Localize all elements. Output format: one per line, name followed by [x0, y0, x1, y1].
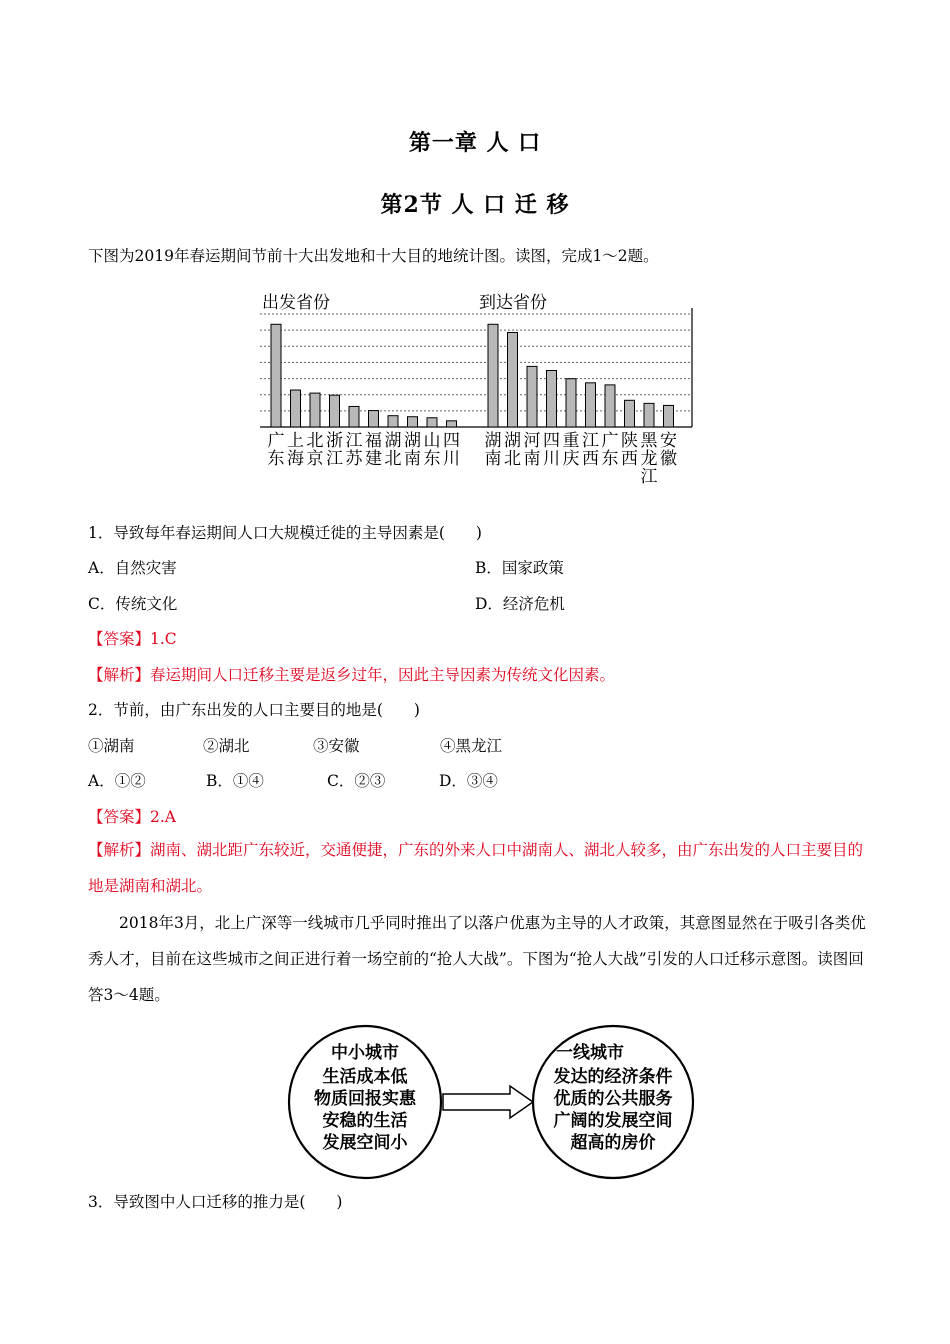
chart-category-label: 上 — [287, 431, 304, 451]
chart-category-label: 北 — [306, 431, 324, 451]
chart-category-label: 南 — [404, 449, 421, 469]
chart-category-label: 东 — [601, 449, 619, 469]
chart-category-label: 西 — [621, 449, 638, 469]
q1-answer-value: 1.C — [150, 630, 177, 648]
q2-item-2: ②湖北 — [203, 737, 250, 755]
chart-category-label: 南 — [484, 449, 502, 469]
q2-option-c: C．②③ — [327, 772, 386, 790]
chart-bar — [644, 403, 654, 427]
chart-category-label: 徽 — [660, 449, 677, 469]
chart-group-label: 出发省份 — [262, 293, 330, 313]
chart-category-label: 江 — [640, 467, 658, 487]
chart-bar — [291, 390, 301, 427]
chart-category-label: 北 — [504, 449, 521, 469]
chart-category-label: 河 — [523, 431, 541, 451]
q1-stem: 1．导致每年春运期间人口大规模迁徙的主导因素是( ) — [88, 524, 482, 542]
chart-category-label: 陕 — [621, 431, 638, 451]
chart-bar — [330, 395, 340, 427]
small-city-item: 生活成本低 — [322, 1067, 408, 1087]
chart-category-label: 湖 — [504, 431, 521, 451]
first-tier-city-item: 发达的经济条件 — [553, 1067, 673, 1087]
chart-bar — [427, 418, 437, 427]
q1-option-d: D．经济危机 — [475, 595, 565, 613]
chart-category-label: 湖 — [404, 431, 421, 451]
q2-item-1: ①湖南 — [88, 737, 135, 755]
chart-category-label: 福 — [365, 431, 382, 451]
q2-analysis-text: 湖南、湖北距广东较近，交通便捷，广东的外来人口中湖南人、湖北人较多，由广东出发的人口主要目的地是湖南和湖北。 — [88, 841, 864, 895]
q1-option-b: B．国家政策 — [475, 559, 564, 577]
intro-text-2: 2018年3月，北上广深等一线城市几乎同时推出了以落户优惠为主导的人才政策，其意图显然在于吸引各类优秀人才，目前在这些城市之间正进行着一场空前的“抢人大战”。下图为“抢人大战”引发的人口迁移示意图。读图回答3～4题。 — [88, 914, 866, 1004]
small-city-item: 安稳的生活 — [322, 1111, 408, 1131]
chart-category-label: 山 — [423, 431, 441, 451]
chart-category-label: 建 — [365, 449, 382, 469]
chart-category-label: 黑 — [640, 431, 658, 451]
chart-bar — [586, 383, 596, 427]
first-tier-city-item: 广阔的发展空间 — [553, 1111, 673, 1131]
q1-analysis — [88, 663, 615, 685]
q2-analysis — [88, 832, 870, 904]
small-city-title: 中小城市 — [331, 1043, 399, 1063]
chart-category-label: 北 — [384, 449, 402, 469]
first-tier-city-item: 优质的公共服务 — [553, 1089, 673, 1109]
chart-bar — [447, 421, 457, 427]
chart-category-label: 苏 — [345, 449, 363, 469]
migration-arrow — [443, 1086, 533, 1118]
chart-bar — [369, 411, 379, 427]
q2-answer-value: 2.A — [150, 808, 176, 826]
q2-option-d: D．③④ — [439, 772, 498, 790]
q1-analysis-text: 春运期间人口迁移主要是返乡过年，因此主导因素为传统文化因素。 — [150, 666, 616, 684]
q2-answer-label: 【答案】 — [88, 808, 151, 826]
chart-bar — [625, 400, 635, 427]
q1-answer-label: 【答案】 — [88, 630, 151, 648]
chart-category-label: 江 — [582, 431, 599, 451]
chart-category-label: 湖 — [384, 431, 402, 451]
chart-category-label: 重 — [562, 431, 580, 451]
chart-bar — [664, 405, 674, 427]
chart-category-label: 广 — [267, 431, 285, 451]
chart-bar — [310, 393, 320, 427]
chart-category-label: 庆 — [562, 449, 580, 469]
q1-answer — [88, 627, 177, 649]
chart-bar — [547, 371, 557, 428]
first-tier-city-item: 超高的房价 — [570, 1133, 656, 1153]
chart-bar — [271, 324, 281, 427]
chart-bar — [566, 379, 576, 427]
chart-bar — [388, 416, 398, 427]
chart-category-label: 川 — [443, 449, 460, 469]
chart-category-label: 川 — [543, 449, 560, 469]
q3-stem: 3．导致图中人口迁移的推力是( ) — [88, 1193, 343, 1211]
chart-bar — [408, 417, 418, 427]
chart-bar — [488, 324, 498, 427]
q1-option-c: C．传统文化 — [88, 595, 178, 613]
q2-item-3: ③安徽 — [313, 737, 360, 755]
q2-option-a: A．①② — [88, 772, 146, 790]
chart-category-label: 东 — [267, 449, 285, 469]
q2-analysis-label: 【解析】 — [88, 841, 151, 859]
small-city-item: 物质回报实惠 — [314, 1089, 416, 1109]
chart-category-label: 西 — [582, 449, 599, 469]
migration-diagram — [285, 1022, 700, 1182]
chart-category-label: 四 — [543, 431, 560, 451]
chart-category-label: 海 — [287, 449, 304, 469]
chart-category-label: 京 — [306, 449, 324, 469]
chart-category-label: 江 — [326, 449, 343, 469]
migration-bar-chart — [250, 286, 700, 491]
q2-item-4: ④黑龙江 — [440, 737, 503, 755]
first-tier-city-title: 一线城市 — [556, 1043, 624, 1063]
q2-option-b: B．①④ — [206, 772, 264, 790]
chart-category-label: 安 — [660, 431, 677, 451]
chart-category-label: 东 — [423, 449, 441, 469]
chart-category-label: 江 — [345, 431, 363, 451]
chart-category-label: 湖 — [484, 431, 502, 451]
chart-category-label: 四 — [443, 431, 460, 451]
chart-category-label: 龙 — [640, 449, 658, 469]
section-title: 第2节 人 口 迁 移 — [380, 192, 570, 218]
q1-analysis-label: 【解析】 — [88, 666, 151, 684]
q1-option-a: A．自然灾害 — [88, 559, 177, 577]
chart-bar — [349, 406, 359, 427]
chart-category-label: 南 — [523, 449, 541, 469]
chart-category-label: 广 — [601, 431, 619, 451]
chart-category-label: 浙 — [326, 431, 343, 451]
chapter-title: 第一章 人 口 — [408, 130, 542, 156]
intro-text-1: 下图为2019年春运期间节前十大出发地和十大目的地统计图。读图，完成1～2题。 — [88, 247, 659, 265]
small-city-item: 发展空间小 — [322, 1133, 408, 1153]
q2-stem: 2．节前，由广东出发的人口主要目的地是( ) — [88, 701, 420, 719]
q2-answer — [88, 805, 176, 827]
chart-group-label: 到达省份 — [479, 293, 547, 313]
chart-bar — [605, 385, 615, 427]
chart-bar — [508, 332, 518, 427]
chart-bar — [527, 366, 537, 427]
